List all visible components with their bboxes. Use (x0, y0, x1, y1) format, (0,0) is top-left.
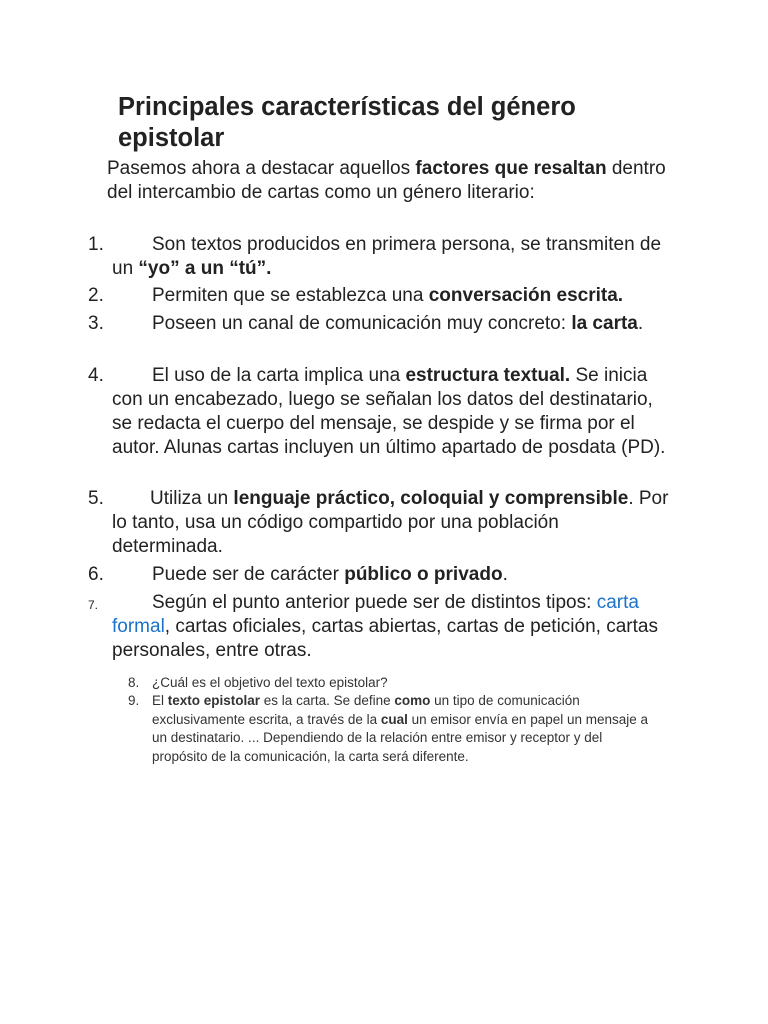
item-text: Según el punto anterior puede ser de distintos tipos: (152, 592, 597, 613)
sub-item-8 (128, 674, 652, 693)
item-number: 7. (88, 598, 99, 612)
item-text: Permiten que se establezca una (152, 285, 429, 306)
list-item-1 (88, 233, 672, 281)
item-text-end: , cartas oficiales, cartas abiertas, cartas de petición, cartas personales, entre otras. (112, 616, 658, 661)
sub-item-9 (128, 692, 652, 766)
list-item-5 (88, 487, 672, 559)
item-bold: público o privado (344, 564, 503, 585)
item-text-end: un emisor envía en papel un mensaje a un destinatario. ... Dependiendo de la relación entre emisor y receptor y del propósito de la comunicación, la carta será diferente. (152, 711, 649, 764)
item-number: 6. (88, 564, 104, 585)
item-text-end: . Por lo tanto, usa un código compartido por una población determinada. (112, 488, 669, 557)
list-item-7 (88, 591, 672, 663)
item-text: ¿Cuál es el objetivo del texto epistolar? (152, 675, 388, 690)
item-number: 9. (128, 693, 140, 708)
item-number: 3. (88, 313, 104, 334)
item-number: 2. (88, 285, 104, 306)
carta-formal-link[interactable]: carta formal (112, 592, 639, 637)
item-text: es la carta. Se define (260, 693, 395, 708)
item-text: Poseen un canal de comunicación muy concreto: (152, 313, 572, 334)
item-bold: texto epistolar (167, 693, 261, 708)
item-number: 5. (88, 488, 104, 509)
intro-text-end: dentro del intercambio de cartas como un género literario: (107, 158, 666, 203)
item-bold: como (394, 693, 431, 708)
item-text: Puede ser de carácter (152, 564, 345, 585)
item-number: 1. (88, 234, 104, 255)
item-bold: estructura textual. (405, 365, 571, 386)
page-title: Principales características del género epistolar (118, 93, 576, 152)
item-text: un tipo de comunicación exclusivamente escrita, a través de la (152, 693, 580, 727)
item-text-end: . (637, 313, 644, 334)
item-text-end: Se inicia con un encabezado, luego se señalan los datos del destinatario, se redacta el cuerpo del mensaje, se despide y se firma por el autor. Alunas cartas incluyen un último apartado de posdata (PD). (112, 365, 666, 458)
item-text: Son textos producidos en primera persona, se transmiten de un (112, 234, 662, 279)
item-text: Utiliza un (150, 488, 234, 509)
intro-paragraph (107, 157, 667, 205)
intro-bold: factores que resaltan (415, 158, 607, 179)
list-item-3 (88, 312, 672, 336)
intro-text: Pasemos ahora a destacar aquellos (107, 158, 416, 179)
item-bold: la carta (571, 313, 638, 334)
item-number: 8. (128, 675, 140, 690)
list-item-4 (88, 364, 672, 460)
item-number: 4. (88, 365, 104, 386)
item-bold: conversación escrita. (428, 285, 624, 306)
item-bold: lenguaje práctico, coloquial y comprensible (233, 488, 629, 509)
item-bold: “yo” a un “tú”. (138, 258, 272, 279)
item-text: El (152, 693, 168, 708)
list-item-2 (88, 284, 672, 308)
item-text: El uso de la carta implica una (152, 365, 406, 386)
list-item-6 (88, 563, 672, 587)
item-bold: cual (380, 711, 408, 727)
item-text-end: . (502, 564, 508, 585)
